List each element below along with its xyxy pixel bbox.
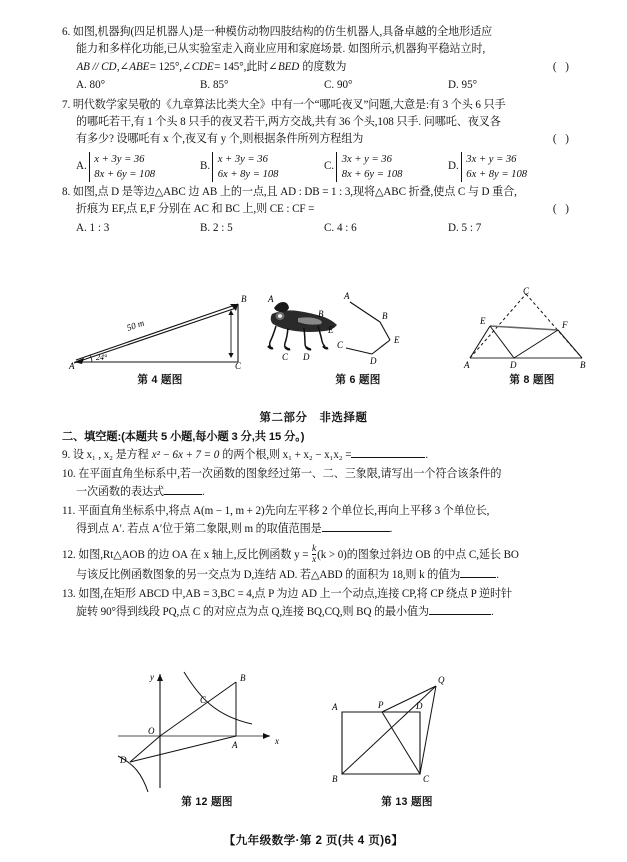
figure-6-label-C: C xyxy=(337,340,344,350)
figure-13-label-P: P xyxy=(378,700,384,710)
q7d-eq2: 6x + 8y = 108 xyxy=(466,168,528,180)
figure-12-label-B: B xyxy=(240,673,246,683)
question-11 xyxy=(62,503,572,538)
q6-eq-2: = 145°,此时∠ xyxy=(214,60,278,73)
question-10-answer-blank[interactable] xyxy=(164,494,202,495)
figure-6-label-D: D xyxy=(370,356,377,366)
question-6-option-d[interactable]: D. 95° xyxy=(448,79,478,92)
figure-13-label-A: A xyxy=(332,702,338,712)
question-8-option-c[interactable]: C. 4 : 6 xyxy=(324,221,357,234)
question-8-text-line-1: 如图,点 D 是等边△ABC 边 AB 上的一点,且 AD : DB = 1 : 3,现将△ABC 折叠,使点 C 与 D 重合, xyxy=(72,185,517,198)
figure-13-label-C: C xyxy=(423,774,430,784)
question-6-line-3 xyxy=(62,59,572,76)
figure-8-label-B: B xyxy=(580,360,586,370)
question-10-text-line-2: 一次函数的表达式 xyxy=(76,485,164,498)
question-12-fraction xyxy=(312,544,316,565)
question-10-tail: . xyxy=(201,485,205,498)
question-6-options xyxy=(62,77,572,94)
question-12-fraction-numerator: k xyxy=(312,542,317,554)
figure-6-caption: 第 6 题图 xyxy=(335,374,381,386)
question-6-option-c[interactable]: C. 90° xyxy=(324,79,353,92)
questions-column xyxy=(62,24,572,239)
figure-6-robot-label-C: C xyxy=(282,352,289,362)
figure-6-label-A: A xyxy=(344,291,350,301)
question-12-text-line-2: 与该反比例函数图象的另一交点为 D,连结 AD. 若△ABD 的面积为 18,则 k 的值为 xyxy=(76,569,461,582)
q7b-eq2: 6x + 8y = 108 xyxy=(217,168,279,180)
question-12-answer-blank[interactable] xyxy=(460,577,496,578)
q6-angle-bed: BED xyxy=(277,60,300,73)
question-8-number: 8. xyxy=(62,185,71,198)
question-7-option-b[interactable] xyxy=(200,152,324,182)
figure-4-annotation-angle: 24° xyxy=(96,353,108,362)
question-9 xyxy=(62,447,572,464)
question-8-options xyxy=(62,220,572,237)
figure-12-label-C: C xyxy=(200,695,207,705)
figure-13 xyxy=(312,668,502,793)
question-13-line-2 xyxy=(62,604,572,621)
figure-13-caption: 第 13 题图 xyxy=(381,796,433,808)
question-9-number: 9. xyxy=(62,449,71,461)
q6-angle-cde: CDE xyxy=(191,60,214,73)
question-10-text-line-1: 在平面直角坐标系中,若一次函数的图象经过第一、二、三象限,请写出一个符合该条件的 xyxy=(78,468,502,481)
figure-6-robot-label-B: B xyxy=(318,309,324,319)
figure-4-annotation-distance: 50 m xyxy=(125,317,146,333)
question-6-line-1 xyxy=(62,24,572,41)
question-13 xyxy=(62,586,572,621)
figure-13-label-B: B xyxy=(332,774,338,784)
figure-12-label-D: D xyxy=(120,755,127,765)
question-12 xyxy=(62,543,572,584)
question-7-line-3 xyxy=(62,131,572,148)
q6-angle-abe: ABE xyxy=(129,60,150,73)
figure-4-label-B: B xyxy=(241,294,247,304)
figure-6-robot-label-A: A xyxy=(268,294,274,304)
question-7-option-b-system xyxy=(212,152,324,182)
question-6-option-a[interactable]: A. 80° xyxy=(76,79,106,92)
figure-4 xyxy=(60,288,260,370)
question-11-text-line-1: 平面直角坐标系中,将点 A(m − 1, m + 2)先向左平移 2 个单位长,再向上平移 3 个单位长, xyxy=(77,505,490,518)
question-8-answer-marker: ( ) xyxy=(552,203,572,216)
question-8-text-line-2: 折痕为 EF,点 E,F 分别在 AC 和 BC 上,则 CE : CF = xyxy=(76,203,315,216)
question-9-answer-blank[interactable] xyxy=(351,457,425,458)
question-6-text-line-1: 如图,机器狗(四足机器人)是一种模仿动物四肢结构的仿生机器人,具备卓越的全地形适应 xyxy=(72,26,493,38)
figure-6-label-B: B xyxy=(382,311,388,321)
question-7-option-d[interactable] xyxy=(448,152,572,182)
figure-8-label-E: E xyxy=(480,316,486,326)
question-7-options xyxy=(62,152,572,182)
question-11-answer-blank[interactable] xyxy=(322,531,390,532)
question-13-text-line-1: 如图,在矩形 ABCD 中,AB = 3,BC = 4,点 P 为边 AD 上一个动点,连接 CP,将 CP 绕点 P 逆时针 xyxy=(78,588,512,601)
figure-4-label-C: C xyxy=(235,361,242,371)
question-10-line-2 xyxy=(62,484,572,501)
figure-4-caption: 第 4 题图 xyxy=(137,374,183,386)
question-13-number: 13. xyxy=(62,588,76,601)
figure-8-label-C: C xyxy=(523,286,530,296)
question-7-option-b-label: B. xyxy=(200,160,211,173)
q7c-eq1: 3x + y = 36 xyxy=(341,153,392,165)
question-11-line-2 xyxy=(62,521,572,538)
figure-12-svg xyxy=(112,668,302,793)
q6-tail: 的度数为 xyxy=(299,60,347,73)
question-12-line-1 xyxy=(62,543,572,567)
q6-eq-1: = 125°,∠ xyxy=(149,60,192,73)
figure-8-label-D: D xyxy=(510,360,517,370)
figure-8-svg xyxy=(452,288,612,370)
question-12-fraction-denominator: x xyxy=(312,554,317,566)
part-two-title: 第二部分 非选择题 xyxy=(259,412,368,424)
question-12-line-2 xyxy=(62,567,572,584)
question-7-option-d-system xyxy=(461,152,572,182)
figure-6-robot-label-E: E xyxy=(328,325,334,335)
question-8-line-1 xyxy=(62,184,572,201)
question-9-line-1 xyxy=(62,447,572,464)
fill-section-heading: 二、填空题:(本题共 5 小题,每小题 3 分,共 15 分。) xyxy=(62,431,305,443)
figure-12-label-O: O xyxy=(148,726,155,736)
q7d-eq1: 3x + y = 36 xyxy=(466,153,517,165)
figure-6 xyxy=(258,288,458,370)
question-7 xyxy=(62,97,572,182)
fill-in-section xyxy=(62,428,572,623)
figure-4-svg xyxy=(60,288,260,370)
figure-8 xyxy=(452,288,612,370)
question-12-tail: . xyxy=(496,569,499,582)
figure-6-polyline xyxy=(337,291,400,366)
figure-8-label-F: F xyxy=(562,320,568,330)
question-7-answer-marker: ( ) xyxy=(552,133,572,146)
question-7-option-c[interactable] xyxy=(324,152,448,182)
question-7-text-line-2: 的哪吒若干,有 1 个头 8 只手的夜叉若干,两方交战,共有 36 个头,108 只手. 问哪吒、夜叉各 xyxy=(76,116,501,129)
question-7-text-line-1: 明代数学家吴敬的《九章算法比类大全》中有一个“哪吒夜叉”问题,大意是:有 3 个头 6 只手 xyxy=(72,98,506,111)
question-6-answer-marker: ( ) xyxy=(552,60,572,73)
question-12-text-line-1a: 如图,Rt△AOB 的边 OA 在 x 轴上,反比例函数 y = xyxy=(78,549,312,562)
q6-parallel-statement: AB // CD xyxy=(76,60,117,73)
figure-13-label-D: D xyxy=(416,701,423,711)
question-10-number: 10. xyxy=(62,468,76,481)
question-6-option-b[interactable]: B. 85° xyxy=(200,79,229,92)
question-7-line-1 xyxy=(62,97,572,114)
figure-8-caption: 第 8 题图 xyxy=(509,374,555,386)
question-7-option-c-label: C. xyxy=(324,160,335,173)
question-8-option-b[interactable]: B. 2 : 5 xyxy=(200,221,233,234)
question-9-equation: x² − 6x + 7 = 0 xyxy=(151,449,220,461)
figure-4-label-A: A xyxy=(69,361,75,371)
question-8-line-2 xyxy=(62,201,572,218)
question-11-tail: . xyxy=(389,522,393,535)
question-10 xyxy=(62,466,572,501)
figure-12-label-x: x xyxy=(275,736,279,746)
question-13-text-line-2: 旋转 90°得到线段 PQ,点 C 的对应点为点 Q,连接 BQ,CQ,则 BQ 的最小值为 xyxy=(76,605,430,618)
question-11-line-1 xyxy=(62,503,572,520)
question-7-number: 7. xyxy=(62,98,71,111)
question-8 xyxy=(62,184,572,237)
question-7-option-a-system xyxy=(89,152,200,182)
figure-12 xyxy=(112,668,302,793)
question-13-line-1 xyxy=(62,586,572,603)
question-13-answer-blank[interactable] xyxy=(429,614,491,615)
question-7-option-c-system xyxy=(336,152,448,182)
question-6-number: 6. xyxy=(62,26,71,38)
figure-6-svg xyxy=(258,288,458,370)
q7a-eq1: x + 3y = 36 xyxy=(94,153,145,165)
robot-dog-image xyxy=(267,294,337,362)
question-7-option-d-label: D. xyxy=(448,160,459,173)
figure-12-label-A: A xyxy=(232,740,238,750)
question-9-tail: . xyxy=(425,449,429,461)
question-6-line-2 xyxy=(62,41,572,58)
figure-13-label-Q: Q xyxy=(438,675,445,685)
question-12-number: 12. xyxy=(62,549,76,562)
q6-sep-1: ,∠ xyxy=(116,60,129,73)
figure-13-svg xyxy=(312,668,502,793)
figure-12-caption: 第 12 题图 xyxy=(181,796,233,808)
figure-12-label-y: y xyxy=(150,672,154,682)
question-9-text-b: 的两个根,则 x₁ + x₂ − x₁x₂ = xyxy=(219,449,352,461)
figure-8-label-A: A xyxy=(464,360,470,370)
question-11-text-line-2: 得到点 A′. 若点 A′位于第二象限,则 m 的取值范围是 xyxy=(76,522,322,535)
question-8-option-d[interactable]: D. 5 : 7 xyxy=(448,221,482,234)
question-12-text-line-1b: (k > 0)的图象过斜边 OB 的中点 C,延长 BO xyxy=(317,549,519,562)
question-9-text-a: 设 x₁ , x₂ 是方程 xyxy=(72,449,152,461)
question-7-option-a[interactable] xyxy=(76,152,200,182)
q7a-eq2: 8x + 6y = 108 xyxy=(94,168,156,180)
question-8-option-a[interactable]: A. 1 : 3 xyxy=(76,221,110,234)
question-7-text-line-3: 有多少? 设哪吒有 x 个,夜叉有 y 个,则根据条件所列方程组为 xyxy=(76,133,364,146)
question-6-text-line-2: 能力和多样化功能,已从实验室走入商业应用和家庭场景. 如图所示,机器狗平稳站立时, xyxy=(76,43,486,56)
page-footer: 【九年级数学·第 2 页(共 4 页)6】 xyxy=(223,834,404,847)
figure-6-robot-label-D: D xyxy=(303,352,310,362)
question-11-number: 11. xyxy=(62,505,76,518)
question-6 xyxy=(62,24,572,95)
q7c-eq2: 8x + 6y = 108 xyxy=(341,168,403,180)
q7b-eq1: x + 3y = 36 xyxy=(217,153,268,165)
question-7-line-2 xyxy=(62,114,572,131)
part-two-header xyxy=(0,406,627,430)
figure-6-label-E: E xyxy=(394,335,400,345)
question-13-tail: . xyxy=(491,605,494,618)
question-10-line-1 xyxy=(62,466,572,483)
question-7-option-a-label: A. xyxy=(76,160,87,173)
